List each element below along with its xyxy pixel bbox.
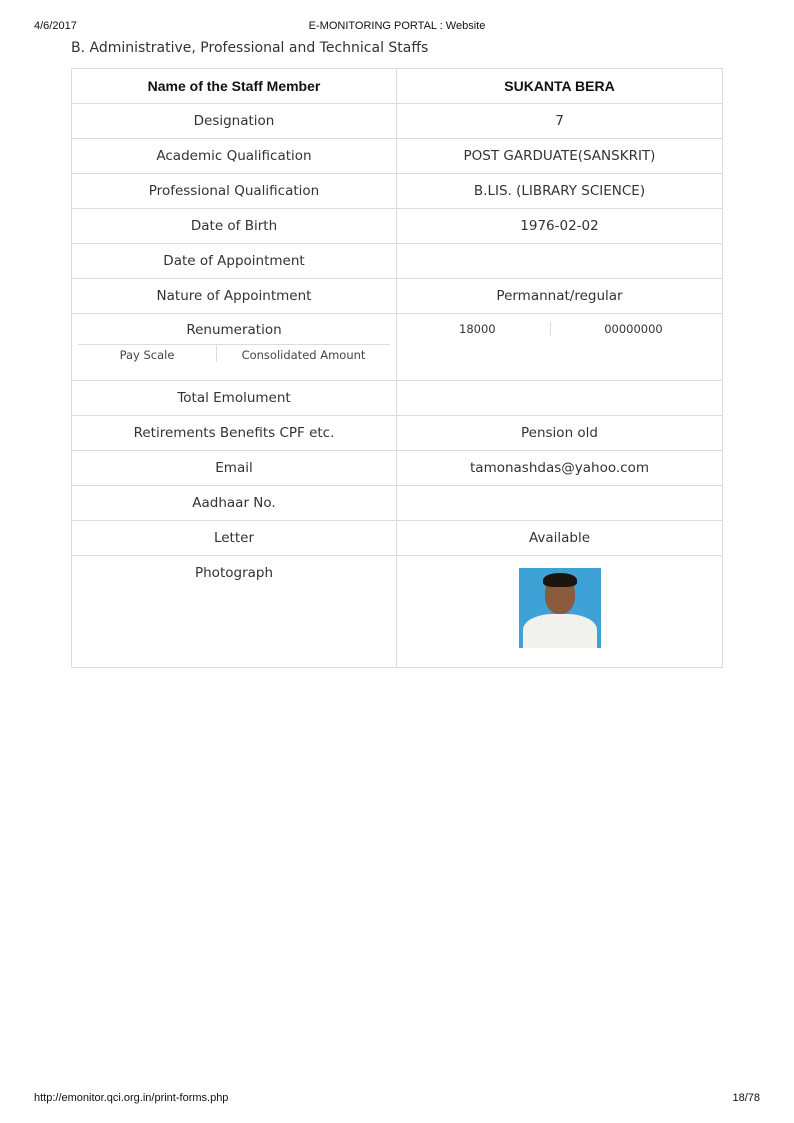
date-of-appointment-label: Date of Appointment (72, 244, 397, 279)
table-row (72, 521, 723, 556)
table-row (72, 69, 723, 104)
staff-photograph (519, 568, 601, 648)
table-row (72, 381, 723, 416)
table-row (72, 174, 723, 209)
consolidated-amount-label: Consolidated Amount (241, 348, 366, 362)
table-row (72, 139, 723, 174)
page-header-title: E-MONITORING PORTAL : Website (308, 20, 486, 32)
renumeration-label: Renumeration (186, 322, 282, 338)
table-row (72, 209, 723, 244)
footer-url: http://emonitor.qci.org.in/print-forms.php (34, 1092, 229, 1104)
renumeration-sub-labels (78, 344, 390, 362)
nature-of-appointment-label: Nature of Appointment (72, 279, 397, 314)
table-row (72, 451, 723, 486)
staff-name-value: SUKANTA BERA (397, 69, 723, 104)
aadhaar-value (397, 486, 723, 521)
pay-scale-label: Pay Scale (78, 345, 217, 362)
staff-name-label: Name of the Staff Member (72, 69, 397, 104)
pay-scale-value: 18000 (403, 322, 551, 336)
academic-qualification-label: Academic Qualification (72, 139, 397, 174)
date-of-birth-label: Date of Birth (72, 209, 397, 244)
academic-qualification-value: POST GARDUATE(SANSKRIT) (397, 139, 723, 174)
designation-value: 7 (397, 104, 723, 139)
table-row (72, 416, 723, 451)
renumeration-cell (72, 314, 397, 381)
nature-of-appointment-value: Permannat/regular (397, 279, 723, 314)
retirement-benefits-value: Pension old (397, 416, 723, 451)
renumeration-values (397, 314, 723, 381)
table-row (72, 556, 723, 668)
email-value: tamonashdas@yahoo.com (397, 451, 723, 486)
date-of-appointment-value (397, 244, 723, 279)
letter-value: Available (397, 521, 723, 556)
photograph-label: Photograph (72, 556, 397, 668)
retirement-benefits-label: Retirements Benefits CPF etc. (72, 416, 397, 451)
email-label: Email (72, 451, 397, 486)
table-row (72, 279, 723, 314)
table-row (72, 314, 723, 381)
print-date: 4/6/2017 (34, 20, 77, 32)
letter-label: Letter (72, 521, 397, 556)
table-row (72, 486, 723, 521)
staff-details-table (71, 68, 723, 668)
table-row (72, 244, 723, 279)
table-row (72, 104, 723, 139)
photograph-cell (397, 556, 723, 668)
professional-qualification-value: B.LIS. (LIBRARY SCIENCE) (397, 174, 723, 209)
designation-label: Designation (72, 104, 397, 139)
consolidated-amount-value: 00000000 (604, 322, 663, 336)
page-number: 18/78 (732, 1092, 760, 1104)
total-emolument-value (397, 381, 723, 416)
date-of-birth-value: 1976-02-02 (397, 209, 723, 244)
total-emolument-label: Total Emolument (72, 381, 397, 416)
professional-qualification-label: Professional Qualification (72, 174, 397, 209)
section-title: B. Administrative, Professional and Technical Staffs (71, 40, 429, 56)
aadhaar-label: Aadhaar No. (72, 486, 397, 521)
